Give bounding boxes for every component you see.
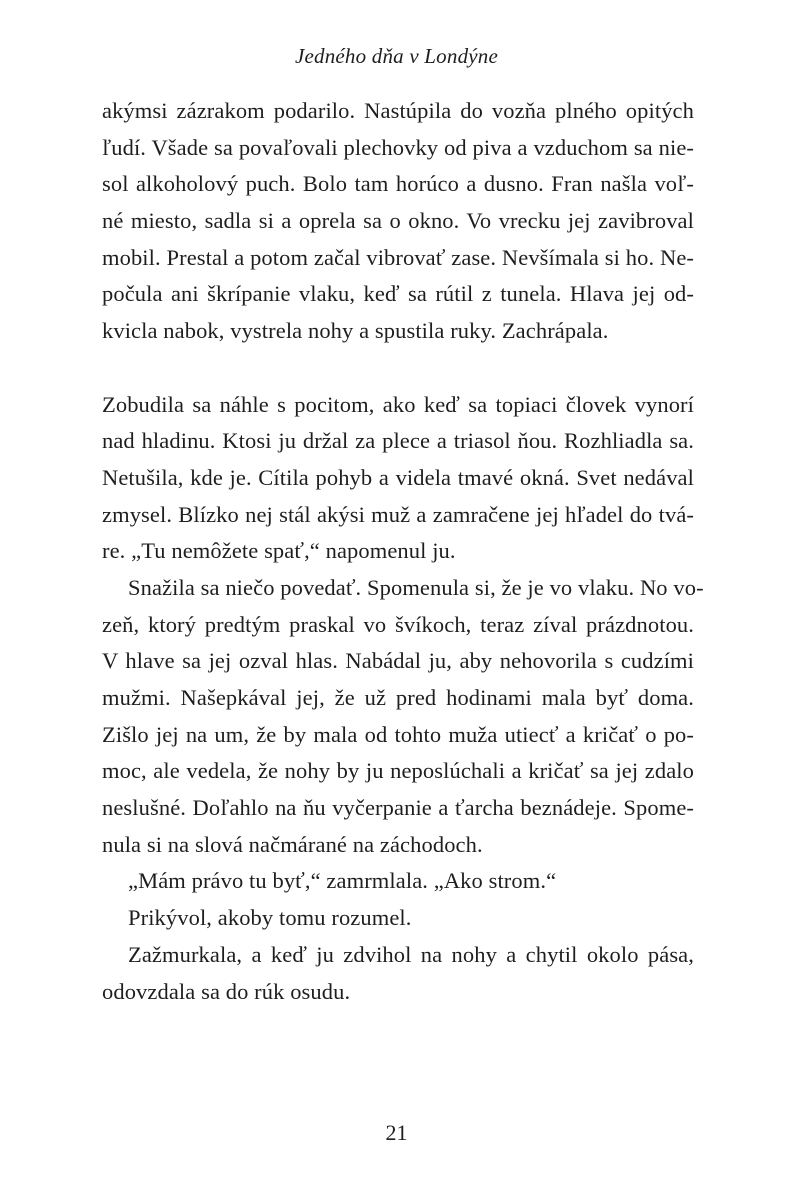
running-head-title: Jedného dňa v Londýne: [294, 44, 499, 68]
text-line: neslušné. Doľahlo na ňu vyčerpanie a ťarcha beznádeje. Spome-: [102, 795, 694, 821]
paragraph: [102, 387, 694, 570]
text-line: sol alkoholový puch. Bolo tam horúco a dusno. Fran našla voľ-: [102, 171, 694, 197]
text-line: mobil. Prestal a potom začal vibrovať zase. Nevšímala si ho. Ne-: [102, 244, 694, 270]
text-line: počula ani škrípanie vlaku, keď sa rútil z tunela. Hlava jej od-: [102, 281, 694, 307]
paragraph: [102, 900, 694, 937]
text-line: V hlave sa jej ozval hlas. Nabádal ju, aby nehovorila s cudzími: [102, 648, 694, 674]
text-line: nad hladinu. Ktosi ju držal za plece a triasol ňou. Rozhliadla sa.: [102, 428, 694, 454]
text-line: Zišlo jej na um, že by mala od tohto muža utiecť a kričať o po-: [102, 721, 694, 747]
paragraph: [102, 937, 694, 1010]
paragraph: [102, 93, 694, 350]
body-text: [102, 93, 704, 1010]
text-line: Prikývol, akoby tomu rozumel.: [128, 905, 412, 931]
text-line: „Mám právo tu byť,“ zamrmlala. „Ako strom.“: [128, 868, 557, 894]
text-line: Zažmurkala, a keď ju zdvihol na nohy a chytil okolo pása,: [128, 941, 694, 967]
text-line: zmysel. Blízko nej stál akýsi muž a zamračene jej hľadel do tvá-: [102, 501, 694, 527]
paragraph: [102, 570, 704, 864]
text-line: Zobudila sa náhle s pocitom, ako keď sa topiaci človek vynorí: [102, 391, 694, 417]
text-line: nula si na slová načmárané na záchodoch.: [102, 831, 483, 857]
text-line: mužmi. Našepkával jej, že už pred hodinami mala byť doma.: [102, 685, 694, 710]
text-line: moc, ale vedela, že nohy by ju neposlúchali a kričať sa jej zdalo: [102, 758, 694, 784]
paragraph: [102, 863, 694, 900]
text-line: ľudí. Všade sa povaľovali plechovky od piva a vzduchom sa nie-: [102, 134, 694, 160]
text-line: kvicla nabok, vystrela nohy a spustila ruky. Zachrápala.: [102, 318, 609, 344]
text-line: zeň, ktorý predtým praskal vo švíkoch, teraz zíval prázdnotou.: [102, 611, 694, 637]
text-line: odovzdala sa do rúk osudu.: [102, 978, 351, 1004]
text-line: Netušila, kde je. Cítila pohyb a videla tmavé okná. Svet nedával: [102, 464, 694, 490]
text-line: re. „Tu nemôžete spať,“ napomenul ju.: [102, 538, 456, 564]
section-break: [102, 350, 694, 387]
text-line: Snažila sa niečo povedať. Spomenula si, že je vo vlaku. No vo-: [128, 574, 704, 600]
text-line: né miesto, sadla si a oprela sa o okno. Vo vrecku jej zavibroval: [102, 208, 694, 234]
text-line: akýmsi zázrakom podarilo. Nastúpila do vozňa plného opitých: [102, 98, 694, 123]
page-number: 21: [385, 1120, 408, 1145]
